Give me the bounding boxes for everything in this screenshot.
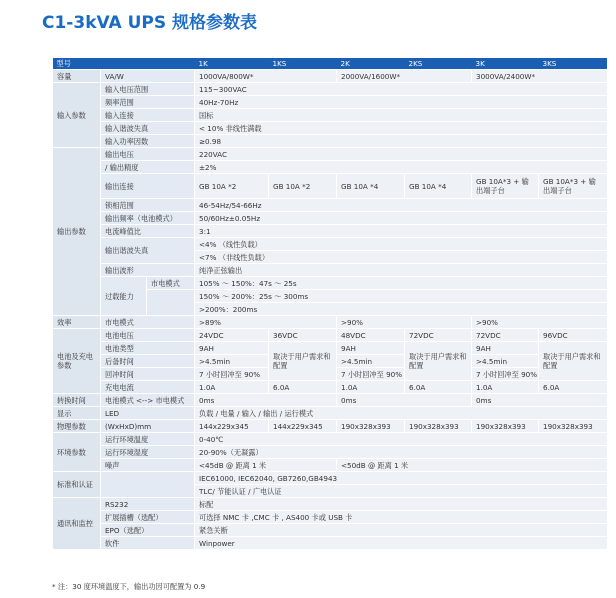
- table-row: [53, 433, 607, 446]
- row-label: EPO（选配）: [101, 524, 195, 537]
- row-label: LED: [101, 407, 195, 420]
- table-row: [53, 472, 607, 485]
- header-3k: 3K: [472, 58, 539, 70]
- cell-value: 150% ～ 200%：25s ～ 300ms: [195, 290, 607, 303]
- group-label: 效率: [53, 316, 101, 329]
- row-label: 输入功率因数: [101, 135, 195, 148]
- cell-value: 纯净正弦输出: [195, 264, 607, 277]
- row-label: 回冲时间: [101, 368, 195, 381]
- group-label: 标准和认证: [53, 472, 101, 498]
- row-label: 电流峰值比: [101, 225, 195, 238]
- group-label: 电池及充电参数: [53, 329, 101, 394]
- cell-value: 紧急关断: [195, 524, 607, 537]
- cell-value: 144x229x345: [195, 420, 269, 433]
- cell-value: < 10% 非线性满载: [195, 122, 607, 135]
- group-label: 输入参数: [53, 83, 101, 148]
- cell-value: 负载 / 电量 / 输入 / 输出 / 运行模式: [195, 407, 607, 420]
- row-label: 运行环境温度: [101, 433, 195, 446]
- cell-value: >90%: [472, 316, 607, 329]
- cell-value: 72VDC: [472, 329, 539, 342]
- header-model: 型号: [53, 58, 101, 70]
- cell-value: GB 10A *4: [405, 174, 472, 199]
- cell-value: 9AH: [195, 342, 269, 355]
- row-label: 频率范围: [101, 96, 195, 109]
- cell-value: 1.0A: [195, 381, 269, 394]
- row-label: 输出电压: [101, 148, 195, 161]
- table-row: [53, 83, 607, 96]
- cell-value: GB 10A*3 + 输出端子台: [539, 174, 607, 199]
- row-label: 输出连接: [101, 174, 195, 199]
- cell-value: 72VDC: [405, 329, 472, 342]
- table-row: [53, 511, 607, 524]
- group-label: 转换时间: [53, 394, 101, 407]
- row-label: 充电电流: [101, 381, 195, 394]
- cell-value: 9AH: [337, 342, 405, 355]
- cell-value: 6.0A: [539, 381, 607, 394]
- table-row: [53, 161, 607, 174]
- row-label: 后备时间: [101, 355, 195, 368]
- cell-value: 7 小时回冲至 90%: [337, 368, 405, 381]
- cell-value: 220VAC: [195, 148, 607, 161]
- row-label: 输入电压范围: [101, 83, 195, 96]
- row-label: 锁相范围: [101, 199, 195, 212]
- cell-value: <4% （线性负载）: [195, 238, 607, 251]
- header-1k: 1K: [195, 58, 269, 70]
- header-item: [101, 58, 195, 70]
- row-label: 过载能力: [101, 277, 147, 316]
- cell-value: 标配: [195, 498, 607, 511]
- table-row: [53, 122, 607, 135]
- row-label: 电池类型: [101, 342, 195, 355]
- table-row: [53, 329, 607, 342]
- cell-value: 0ms: [195, 394, 337, 407]
- cell-value: 3000VA/2400W*: [472, 70, 607, 83]
- row-sublabel-blank: [147, 290, 195, 316]
- table-row: [53, 381, 607, 394]
- cell-value: 7 小时回冲至 90%: [472, 368, 539, 381]
- cell-value: 2000VA/1600W*: [337, 70, 472, 83]
- group-label: 物理参数: [53, 420, 101, 433]
- cell-value: 取决于用户需求和配置: [269, 342, 337, 381]
- cell-value: 96VDC: [539, 329, 607, 342]
- row-label: 输出频率（电池模式）: [101, 212, 195, 225]
- table-row: [53, 199, 607, 212]
- row-label: 软件: [101, 537, 195, 550]
- cell-value: 40Hz-70Hz: [195, 96, 607, 109]
- cell-value: 20-90%（无凝露）: [195, 446, 607, 459]
- table-row: [53, 316, 607, 329]
- cell-value: >4.5min: [337, 355, 405, 368]
- cell-value: >90%: [337, 316, 472, 329]
- table-row: [53, 459, 607, 472]
- cell-value: 50/60Hz±0.05Hz: [195, 212, 607, 225]
- cell-value: >89%: [195, 316, 337, 329]
- cell-value: 190x328x393: [405, 420, 472, 433]
- cell-value: 0ms: [337, 394, 472, 407]
- table-row: [53, 264, 607, 277]
- cell-value: 190x328x393: [337, 420, 405, 433]
- cell-value: 7 小时回冲至 90%: [195, 368, 269, 381]
- cell-value: 0-40℃: [195, 433, 607, 446]
- row-label: 市电模式: [101, 316, 195, 329]
- table-row: [53, 446, 607, 459]
- cell-value: 可选择 NMC 卡 ,CMC 卡 , AS400 卡或 USB 卡: [195, 511, 607, 524]
- spec-table: [52, 58, 607, 549]
- row-label: 运行环境湿度: [101, 446, 195, 459]
- table-row: [53, 135, 607, 148]
- cell-value: 105% ～ 150%：47s ～ 25s: [195, 277, 607, 290]
- cell-value: 国标: [195, 109, 607, 122]
- cell-value: 3:1: [195, 225, 607, 238]
- cell-value: IEC61000, IEC62040, GB7260,GB4943: [195, 472, 607, 485]
- cell-value: <50dB @ 距离 1 米: [337, 459, 607, 472]
- cell-value: 取决于用户需求和配置: [405, 342, 472, 381]
- group-label: 输出参数: [53, 148, 101, 316]
- cell-value: Winpower: [195, 537, 607, 550]
- row-label: / 输出精度: [101, 161, 195, 174]
- header-1ks: 1KS: [269, 58, 337, 70]
- table-row: [53, 524, 607, 537]
- cell-value: 46-54Hz/54-66Hz: [195, 199, 607, 212]
- cell-value: ±2%: [195, 161, 607, 174]
- cell-value: GB 10A*3 + 输出端子台: [472, 174, 539, 199]
- cell-value: 190x328x393: [539, 420, 607, 433]
- table-row: [53, 394, 607, 407]
- row-label: 扩展插槽（选配）: [101, 511, 195, 524]
- table-row: [53, 148, 607, 161]
- cell-value: ≥0.98: [195, 135, 607, 148]
- row-label: (WxHxD)mm: [101, 420, 195, 433]
- table-row: [53, 420, 607, 433]
- table-row: [53, 109, 607, 122]
- table-row: [53, 225, 607, 238]
- table-row: [53, 212, 607, 225]
- row-label: 电池模式 <--> 市电模式: [101, 394, 195, 407]
- footnote: * 注：30 度环境温度下，输出功因可配置为 0.9: [52, 582, 206, 591]
- cell-value: 9AH: [472, 342, 539, 355]
- table-header: [53, 58, 607, 70]
- table-row: [53, 96, 607, 109]
- table-row: [53, 70, 607, 83]
- cell-value: 24VDC: [195, 329, 269, 342]
- page-title: C1-3kVA UPS 规格参数表: [42, 13, 257, 33]
- cell-value: <7% （非线性负载）: [195, 251, 607, 264]
- table-row: [53, 498, 607, 511]
- row-label: RS232: [101, 498, 195, 511]
- header-2k: 2K: [337, 58, 405, 70]
- cell-value: GB 10A *2: [269, 174, 337, 199]
- cell-value: 1000VA/800W*: [195, 70, 337, 83]
- row-label: VA/W: [101, 70, 195, 83]
- cell-value: 6.0A: [269, 381, 337, 394]
- group-label: 容量: [53, 70, 101, 83]
- table-row: [53, 277, 607, 290]
- header-3ks: 3KS: [539, 58, 607, 70]
- cell-value: 190x328x393: [472, 420, 539, 433]
- row-label: 电池电压: [101, 329, 195, 342]
- cell-value: <45dB @ 距离 1 米: [195, 459, 337, 472]
- table-row: [53, 407, 607, 420]
- row-label: 输入连接: [101, 109, 195, 122]
- cell-value: 1.0A: [337, 381, 405, 394]
- cell-value: TLC/ 节能认证 / 广电认证: [195, 485, 607, 498]
- row-label: 噪声: [101, 459, 195, 472]
- cell-value: 144x229x345: [269, 420, 337, 433]
- row-label: 输出波形: [101, 264, 195, 277]
- group-label: 环境参数: [53, 433, 101, 472]
- cell-value: >200%：200ms: [195, 303, 607, 316]
- group-label: 显示: [53, 407, 101, 420]
- row-label-blank: [101, 472, 195, 498]
- row-label: 输出谐波失真: [101, 238, 195, 264]
- cell-value: GB 10A *4: [337, 174, 405, 199]
- cell-value: 36VDC: [269, 329, 337, 342]
- table-row: [53, 537, 607, 550]
- cell-value: >4.5min: [472, 355, 539, 368]
- row-sublabel: 市电模式: [147, 277, 195, 290]
- cell-value: 6.0A: [405, 381, 472, 394]
- row-label: 输入谐波失真: [101, 122, 195, 135]
- cell-value: 115~300VAC: [195, 83, 607, 96]
- cell-value: GB 10A *2: [195, 174, 269, 199]
- cell-value: 48VDC: [337, 329, 405, 342]
- table-row: [53, 174, 607, 199]
- cell-value: 取决于用户需求和配置: [539, 342, 607, 381]
- table-row: [53, 238, 607, 251]
- group-label: 通讯和监控: [53, 498, 101, 550]
- cell-value: 1.0A: [472, 381, 539, 394]
- cell-value: 0ms: [472, 394, 607, 407]
- header-2ks: 2KS: [405, 58, 472, 70]
- cell-value: >4.5min: [195, 355, 269, 368]
- table-row: [53, 342, 607, 355]
